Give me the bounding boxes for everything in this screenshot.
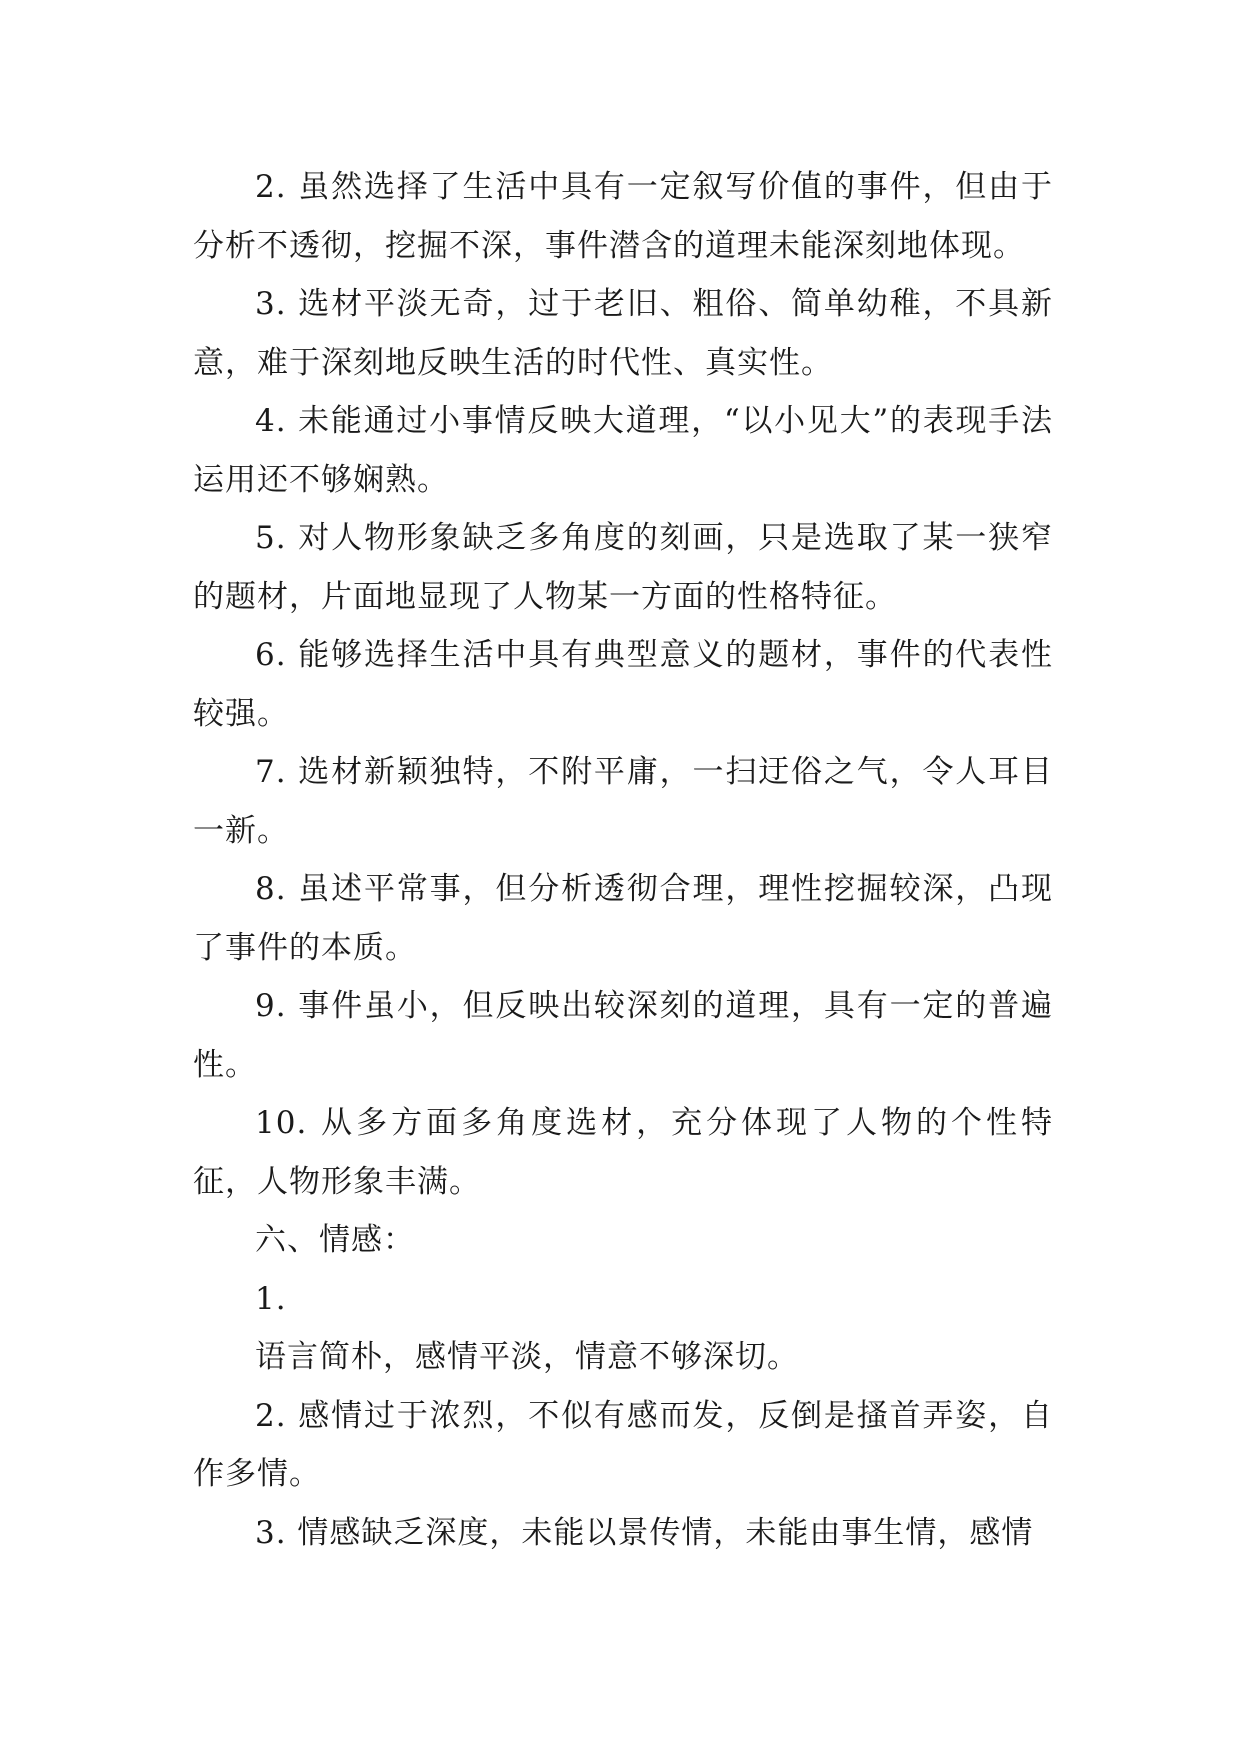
paragraph: 8. 虽述平常事，但分析透彻合理，理性挖掘较深，凸现了事件的本质。 <box>193 871 1053 966</box>
paragraph: 2. 感情过于浓烈，不似有感而发，反倒是搔首弄姿，自作多情。 <box>193 1397 1053 1492</box>
paragraph: 10. 从多方面多角度选材，充分体现了人物的个性特征，人物形象丰满。 <box>193 1105 1053 1200</box>
paragraph: 5. 对人物形象缺乏多角度的刻画，只是选取了某一狭窄的题材，片面地显现了人物某一方面的性格特征。 <box>193 520 1053 615</box>
list-item-number: 1. <box>255 1280 287 1317</box>
paragraph: 4. 未能通过小事情反映大道理，“以小见大”的表现手法运用还不够娴熟。 <box>193 403 1053 498</box>
paragraph: 3. 选材平淡无奇，过于老旧、粗俗、简单幼稚，不具新意，难于深刻地反映生活的时代性、真实性。 <box>193 286 1053 381</box>
paragraph: 9. 事件虽小，但反映出较深刻的道理，具有一定的普遍性。 <box>193 988 1053 1083</box>
paragraph: 2. 虽然选择了生活中具有一定叙写价值的事件，但由于分析不透彻，挖掘不深，事件潜含的道理未能深刻地体现。 <box>193 169 1053 264</box>
list-item-text: 语言简朴，感情平淡，情意不够深切。 <box>255 1339 799 1375</box>
document-body <box>193 158 1053 1562</box>
paragraph: 3. 情感缺乏深度，未能以景传情，未能由事生情，感情 <box>255 1514 1034 1551</box>
section-heading: 六、情感： <box>255 1222 415 1258</box>
paragraph: 6. 能够选择生活中具有典型意义的题材，事件的代表性较强。 <box>193 637 1053 732</box>
paragraph: 7. 选材新颖独特，不附平庸，一扫迂俗之气，令人耳目一新。 <box>193 754 1053 849</box>
